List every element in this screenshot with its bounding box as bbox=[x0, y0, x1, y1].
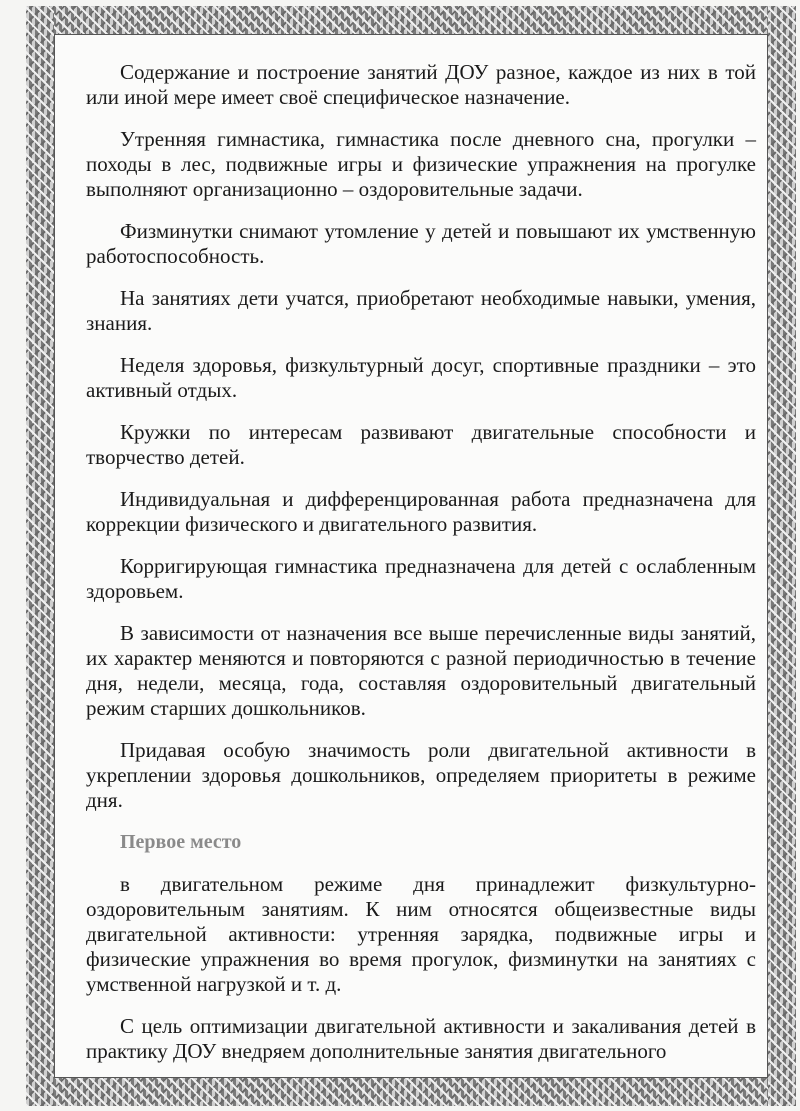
paragraph-3: Физминутки снимают утомление у детей и повышают их умственную работоспособность. bbox=[86, 219, 756, 268]
paragraph-5: Неделя здоровья, физкультурный досуг, спортивные праздники – это активный отдых. bbox=[86, 353, 756, 402]
paragraph-9: В зависимости от назначения все выше перечисленные виды занятий, их характер меняются и повторяются с разной периодичностью в течение дня, недели, месяца, года, составляя оздоровительный двигательный режим старших дошкольников. bbox=[86, 621, 756, 720]
paragraph-4: На занятиях дети учатся, приобретают необходимые навыки, умения, знания. bbox=[86, 286, 756, 335]
paragraph-2: Утренняя гимнастика, гимнастика после дневного сна, прогулки – походы в лес, подвижные игры и физические упражнения на прогулке выполняют организационно – оздоровительные задачи. bbox=[86, 127, 756, 201]
border-top bbox=[26, 6, 796, 34]
paragraph-7: Индивидуальная и дифференцированная работа предназначена для коррекции физического и двигательного развития. bbox=[86, 487, 756, 536]
border-bottom bbox=[26, 1078, 796, 1106]
document-body bbox=[86, 60, 756, 1081]
paragraph-1: Содержание и построение занятий ДОУ разное, каждое из них в той или иной мере имеет своё специфическое назначение. bbox=[86, 60, 756, 109]
section-heading: Первое место bbox=[120, 831, 242, 853]
border-right bbox=[768, 6, 796, 1106]
paragraph-6: Кружки по интересам развивают двигательные способности и творчество детей. bbox=[86, 420, 756, 469]
paragraph-12: С цель оптимизации двигательной активности и закаливания детей в практику ДОУ внедряем дополнительные занятия двигательного bbox=[86, 1014, 756, 1063]
paragraph-8: Корригирующая гимнастика предназначена для детей с ослабленным здоровьем. bbox=[86, 554, 756, 603]
paragraph-10: Придавая особую значимость роли двигательной активности в укреплении здоровья дошкольников, определяем приоритеты в режиме дня. bbox=[86, 738, 756, 812]
paragraph-11: в двигательном режиме дня принадлежит физкультурно-оздоровительным занятиям. К ним относятся общеизвестные виды двигательной активности: утренняя зарядка, подвижные игры и физические упражнения во время прогулок, физминутки на занятиях с умственной нагрузкой и т. д. bbox=[86, 872, 756, 996]
border-left bbox=[26, 6, 54, 1106]
